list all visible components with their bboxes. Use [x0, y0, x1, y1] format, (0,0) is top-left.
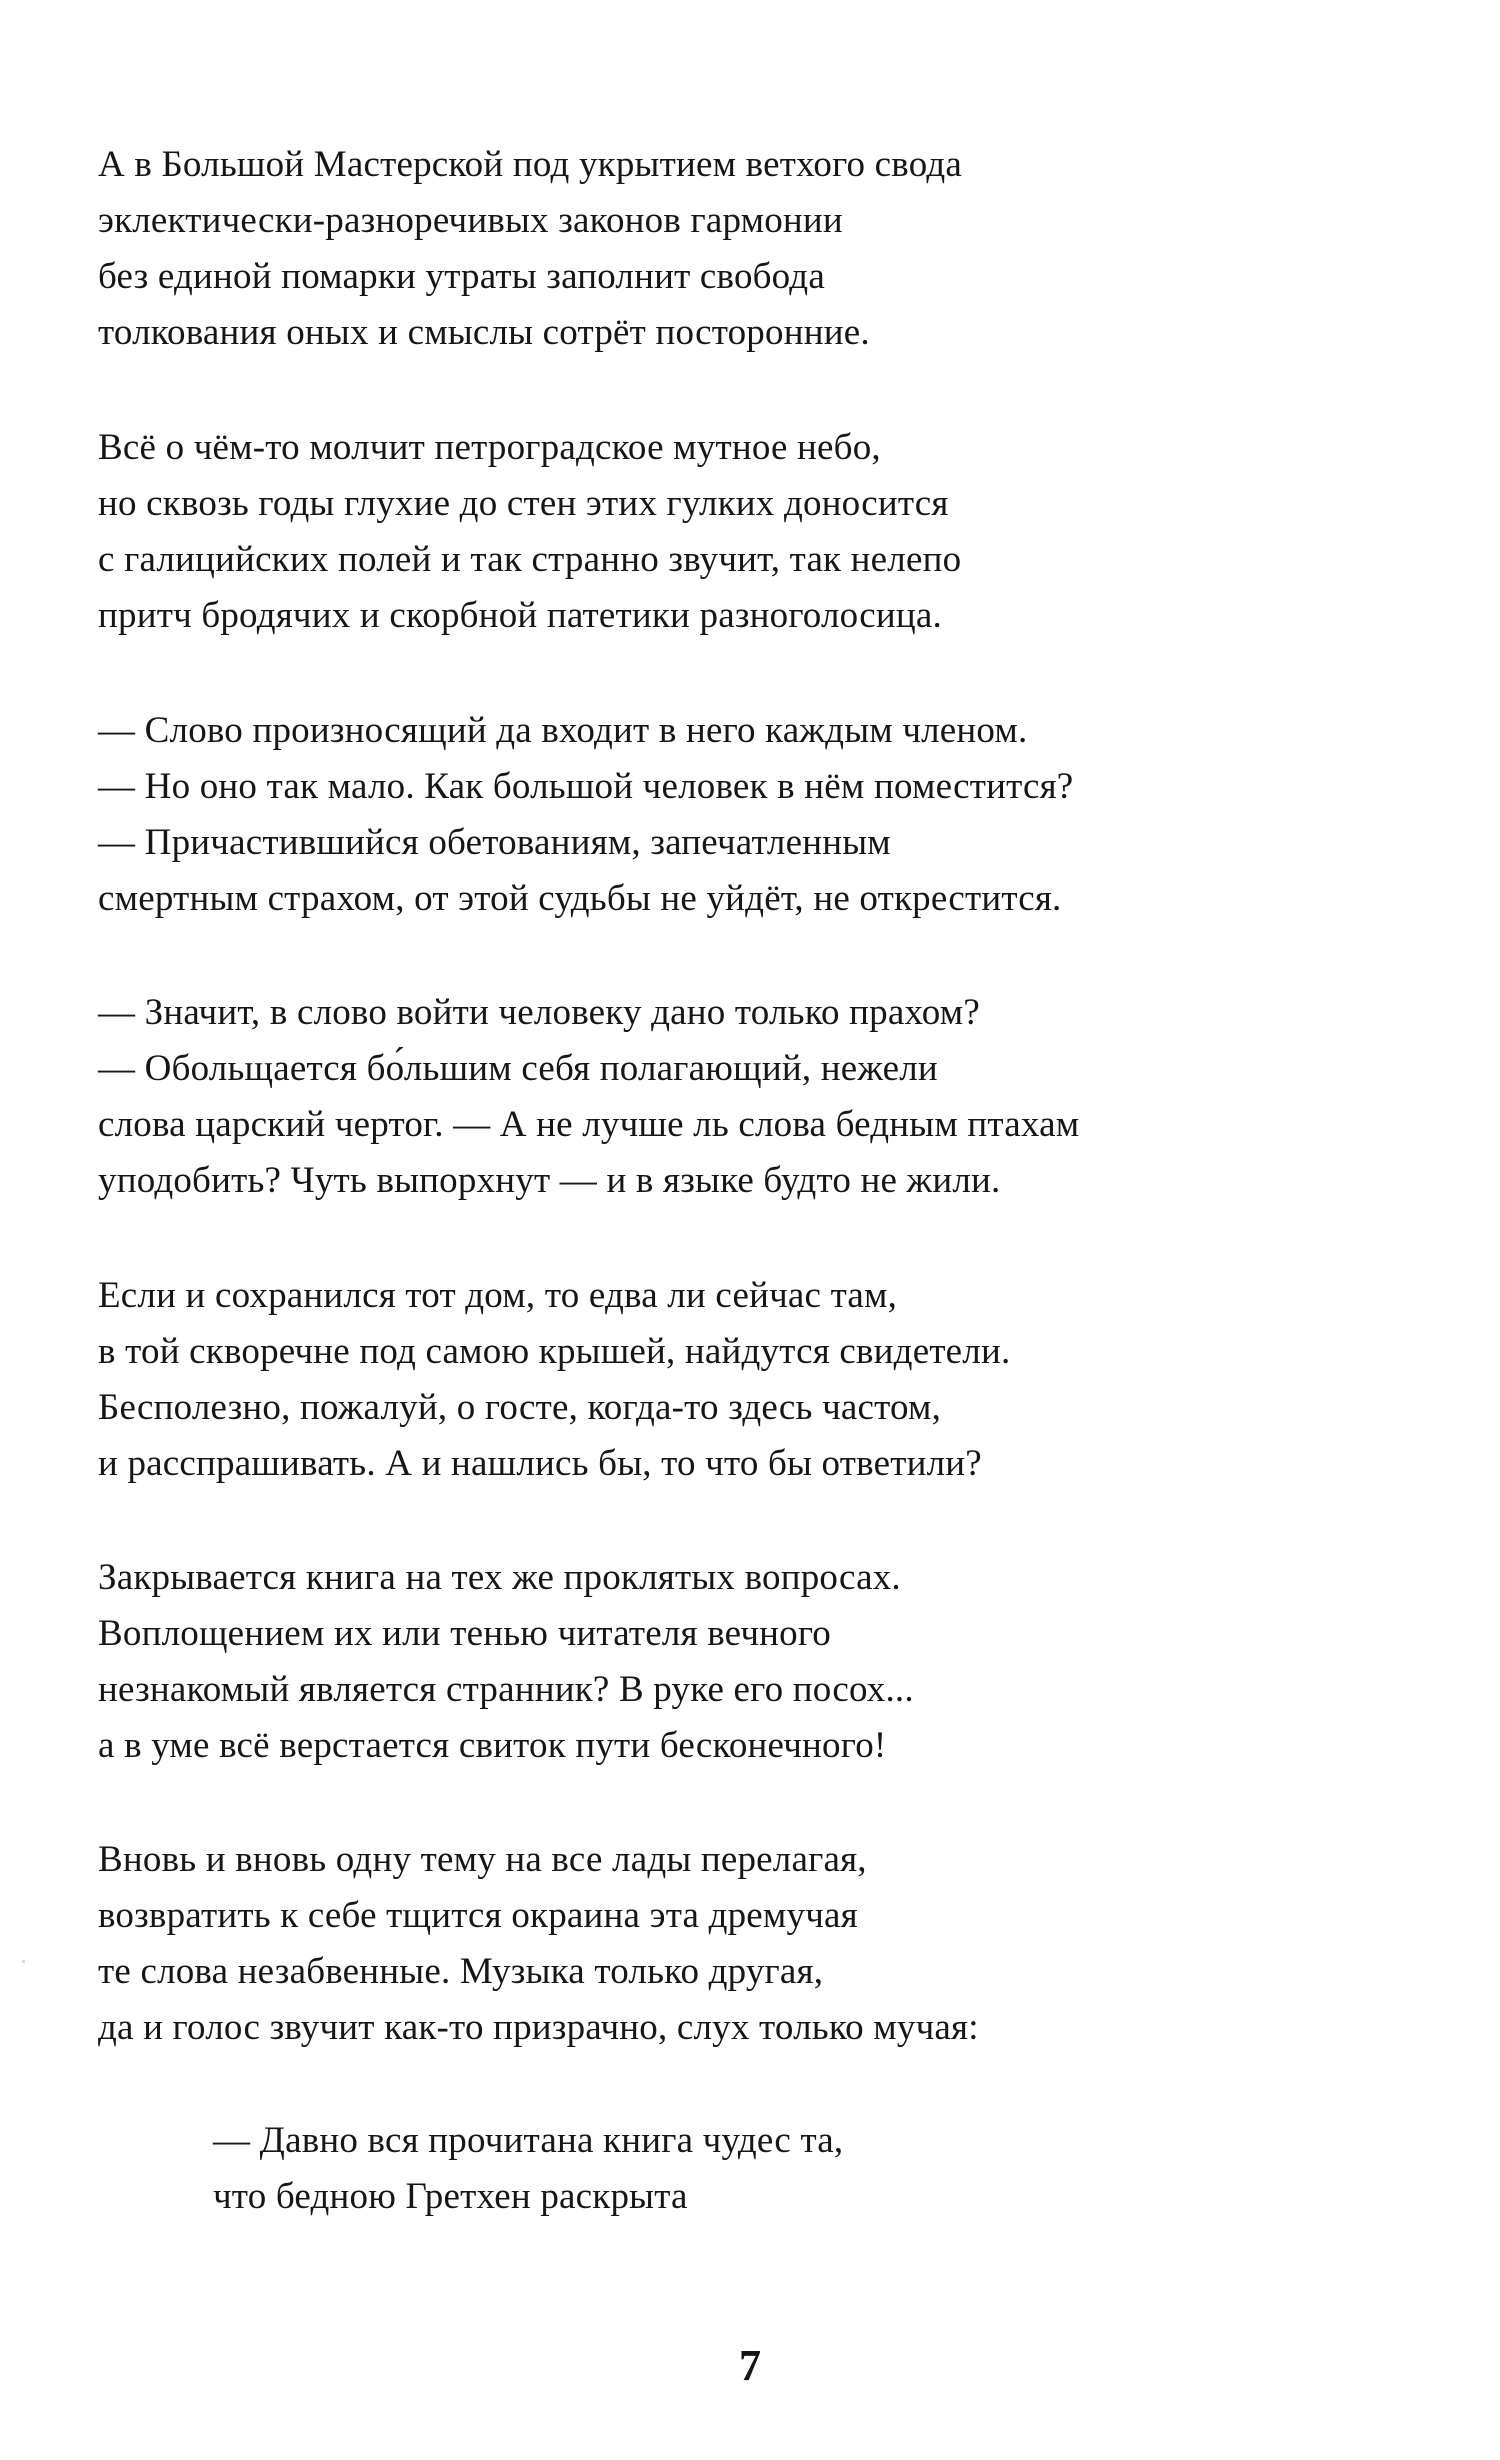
stanza-4	[98, 985, 1438, 1209]
poem-line: Бесполезно, пожалуй, о госте, когда-то здесь частом,	[98, 1387, 942, 1428]
poem-line: в той скворечне под самою крышей, найдутся свидетели.	[98, 1331, 1011, 1372]
poem-line: — Значит, в слово войти человеку дано только прахом?	[98, 992, 981, 1033]
poem-line: Вновь и вновь одну тему на все лады перелагая,	[98, 1839, 867, 1880]
poem-line: толкования оных и смыслы сотрёт посторонние.	[98, 312, 870, 353]
stanza-1	[98, 137, 1438, 361]
poem-line: Закрывается книга на тех же проклятых вопросах.	[98, 1557, 901, 1598]
poem-line: Воплощением их или тенью читателя вечного	[98, 1613, 832, 1654]
poem-line: те слова незабвенные. Музыка только другая,	[98, 1951, 824, 1992]
stanza-8-indented-quote	[213, 2113, 1500, 2225]
poem-line: без единой помарки утраты заполнит свобода	[98, 256, 825, 297]
stanza-2	[98, 420, 1438, 644]
stanza-7	[98, 1832, 1438, 2056]
poem-line: и расспрашивать. А и нашлись бы, то что бы ответили?	[98, 1443, 982, 1484]
stanza-6	[98, 1550, 1438, 1774]
poem-line: — Слово произносящий да входит в него каждым членом.	[98, 710, 1028, 751]
poem-line: но сквозь годы глухие до стен этих гулких доносится	[98, 483, 949, 524]
poem-line: А в Большой Мастерской под укрытием ветхого свода	[98, 144, 962, 185]
poem-line: притч бродячих и скорбной патетики разноголосица.	[98, 595, 942, 636]
stanza-3	[98, 703, 1438, 927]
poem-line: — Но оно так мало. Как большой человек в нём поместится?	[98, 766, 1074, 807]
poem-line: да и голос звучит как-то призрачно, слух только мучая:	[98, 2007, 979, 2048]
poem-line: слова царский чертог. — А не лучше ль слова бедным птахам	[98, 1104, 1080, 1145]
poem-line: возвратить к себе тщится окраина эта дремучая	[98, 1895, 858, 1936]
scan-speck	[22, 1960, 25, 1963]
stanza-5	[98, 1268, 1438, 1492]
poem-line: а в уме всё верстается свиток пути бесконечного!	[98, 1725, 887, 1766]
poem-line: уподобить? Чуть выпорхнут — и в языке будто не жили.	[98, 1160, 1001, 1201]
poem-line: Всё о чём-то молчит петроградское мутное небо,	[98, 427, 881, 468]
poem-line: смертным страхом, от этой судьбы не уйдёт, не открестится.	[98, 878, 1062, 919]
page-number: 7	[739, 2341, 761, 2390]
poem-line: — Давно вся прочитана книга чудес та,	[213, 2120, 844, 2161]
poem-line: Если и сохранился тот дом, то едва ли сейчас там,	[98, 1275, 898, 1316]
poem-line: эклектически-разноречивых законов гармонии	[98, 200, 843, 241]
poem-line: — Обольщается бо́льшим себя полагающий, нежели	[98, 1048, 938, 1089]
poem-line: незнакомый является странник? В руке его посох...	[98, 1669, 914, 1710]
poem-line: что бедною Гретхен раскрыта	[213, 2176, 688, 2217]
poem-line: с галицийских полей и так странно звучит, так нелепо	[98, 539, 962, 580]
poem-line: — Причастившийся обетованиям, запечатленным	[98, 822, 891, 863]
